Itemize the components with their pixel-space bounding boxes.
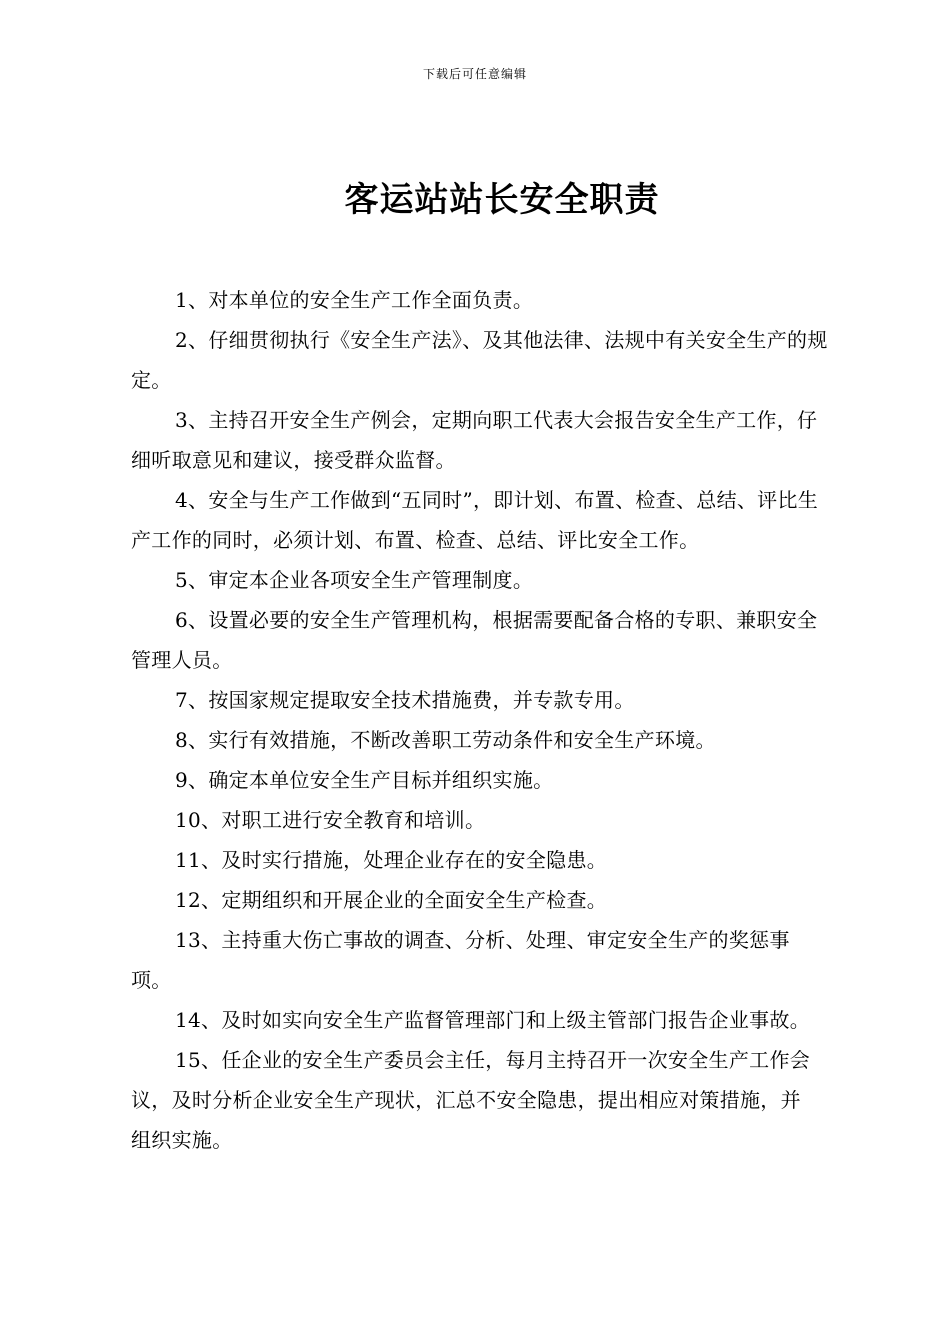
duty-item: 5、审定本企业各项安全生产管理制度。 bbox=[175, 568, 534, 592]
duty-item: 1、对本单位的安全生产工作全面负责。 bbox=[175, 288, 534, 312]
duty-item: 4、安全与生产工作做到“五同时”，即计划、布置、检查、总结、评比生产工作的同时，必须计划、布置、检查、总结、评比安全工作。 bbox=[131, 488, 819, 552]
duty-item: 3、主持召开安全生产例会，定期向职工代表大会报告安全生产工作，仔细听取意见和建议，接受群众监督。 bbox=[131, 408, 818, 472]
duty-item: 12、定期组织和开展企业的全面安全生产检查。 bbox=[175, 888, 608, 912]
duty-item: 6、设置必要的安全生产管理机构，根据需要配备合格的专职、兼职安全管理人员。 bbox=[131, 608, 818, 672]
duty-item: 10、对职工进行安全教育和培训。 bbox=[175, 808, 486, 832]
duty-item: 13、主持重大伤亡事故的调查、分析、处理、审定安全生产的奖惩事项。 bbox=[131, 928, 790, 992]
duty-item: 14、及时如实向安全生产监督管理部门和上级主管部门报告企业事故。 bbox=[175, 1008, 811, 1032]
document-body bbox=[131, 280, 831, 1160]
document-title: 客运站站长安全职责 bbox=[344, 180, 660, 220]
duty-item: 9、确定本单位安全生产目标并组织实施。 bbox=[175, 768, 554, 792]
duty-item: 11、及时实行措施，处理企业存在的安全隐患。 bbox=[175, 848, 608, 872]
duty-item: 8、实行有效措施，不断改善职工劳动条件和安全生产环境。 bbox=[175, 728, 716, 752]
page-header: 下载后可任意编辑 bbox=[422, 67, 527, 81]
duty-item: 2、仔细贯彻执行《安全生产法》、及其他法律、法规中有关安全生产的规定。 bbox=[131, 328, 828, 392]
duty-item: 15、任企业的安全生产委员会主任，每月主持召开一次安全生产工作会议，及时分析企业安全生产现状，汇总不安全隐患，提出相应对策措施，并组织实施。 bbox=[131, 1048, 811, 1152]
duty-item: 7、按国家规定提取安全技术措施费，并专款专用。 bbox=[175, 688, 635, 712]
